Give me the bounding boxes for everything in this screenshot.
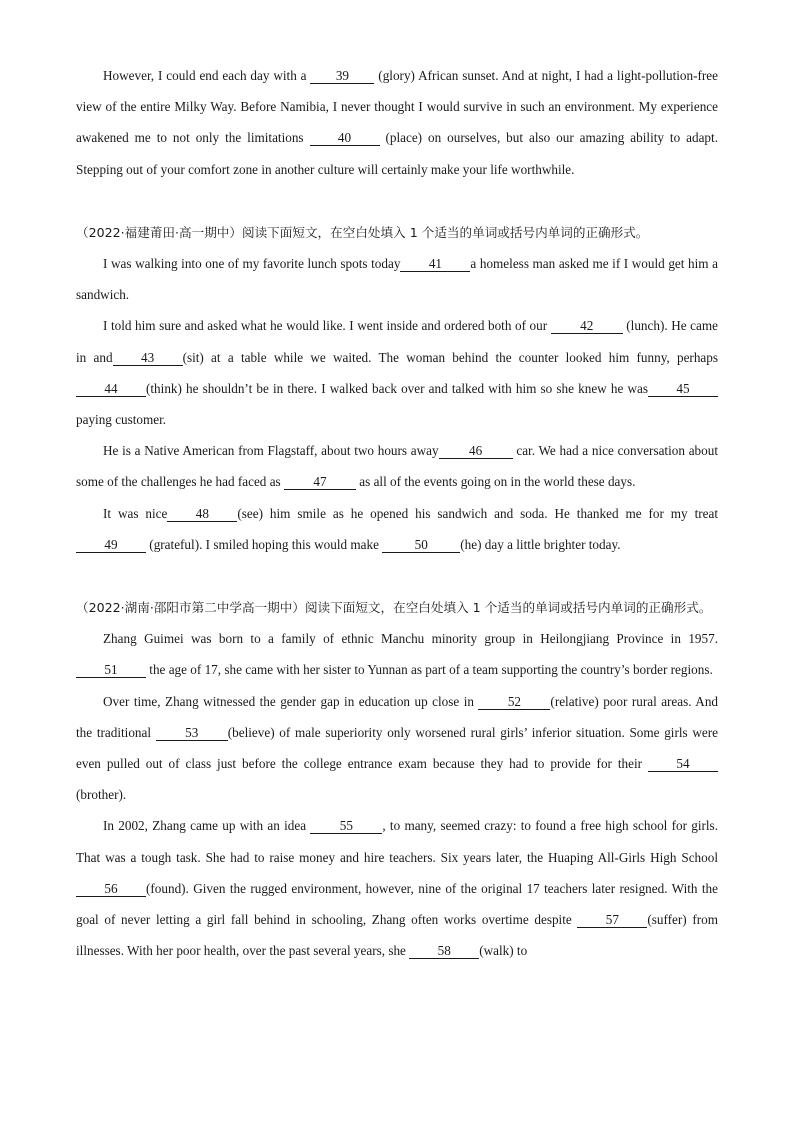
answer-blank[interactable]: 51 — [76, 663, 146, 678]
text-run: In 2002, Zhang came up with an idea — [103, 818, 311, 834]
text-run: , to many, seemed crazy: to found a free high school for girls. That was a tough task. She had to raise money and hire teachers. Six years later, the Huaping All-Girls High School — [76, 818, 718, 865]
paragraph — [76, 623, 718, 685]
answer-blank[interactable]: 41 — [400, 257, 470, 272]
text-run: (he) day a little brighter today. — [460, 536, 621, 552]
paragraph — [76, 60, 718, 185]
text-run: However, I could end each day with a — [103, 68, 311, 83]
section-spacer — [76, 560, 718, 592]
answer-blank[interactable]: 53 — [156, 726, 228, 741]
answer-blank[interactable]: 56 — [76, 882, 146, 897]
text-run: (lunch). He came in and — [76, 318, 718, 365]
answer-blank[interactable]: 49 — [76, 538, 146, 553]
answer-blank[interactable]: 42 — [551, 319, 623, 334]
answer-blank[interactable]: 47 — [284, 475, 356, 490]
text-run: (found). Given the rugged environment, however, nine of the original 17 teachers later resigned. With the goal of never letting a girl fall behind in schooling, Zhang often works overtime despite — [76, 880, 718, 928]
answer-blank[interactable]: 40 — [310, 131, 380, 146]
text-run: I told him sure and asked what he would like. I went inside and ordered both of our — [103, 318, 551, 334]
answer-blank[interactable]: 54 — [648, 757, 718, 772]
paragraph — [76, 686, 718, 811]
answer-blank[interactable]: 55 — [310, 819, 382, 834]
text-run: Over time, Zhang witnessed the gender gap in education up close in — [103, 693, 479, 709]
section-spacer — [76, 185, 718, 217]
text-run: (believe) of male superiority only worsened rural girls’ inferior situation. Some girls were even pulled out of class just before the college entrance exam because they had to provide for their — [76, 724, 718, 772]
text-run: It was nice — [103, 505, 168, 521]
answer-blank[interactable]: 45 — [648, 382, 718, 397]
text-run: (grateful). I smiled hoping this would make — [146, 536, 383, 552]
paragraph — [76, 435, 718, 497]
answer-blank[interactable]: 46 — [439, 444, 513, 459]
text-run: a homeless man asked me if I would get him a sandwich. — [76, 256, 719, 303]
text-run: (sit) at a table while we waited. The woman behind the counter looked him funny, perhaps — [182, 349, 718, 365]
paragraph — [76, 498, 718, 560]
paragraph — [76, 248, 718, 310]
text-run: He is a Native American from Flagstaff, about two hours away — [103, 443, 439, 459]
text-run: (relative) poor rural areas. And the traditional — [76, 693, 719, 740]
answer-blank[interactable]: 58 — [409, 944, 479, 959]
text-run: (think) he shouldn’t be in there. I walked back over and talked with him so she knew he was — [146, 380, 648, 396]
answer-blank[interactable]: 44 — [76, 382, 146, 397]
answer-blank[interactable]: 48 — [167, 507, 237, 522]
section-heading: （2022·湖南·邵阳市第二中学高一期中）阅读下面短文，在空白处填入 1 个适当的单词或括号内单词的正确形式。 — [76, 600, 712, 616]
answer-blank[interactable]: 39 — [310, 69, 374, 84]
text-run: (walk) to — [479, 943, 528, 959]
answer-blank[interactable]: 50 — [382, 538, 460, 553]
text-run: (see) him smile as he opened his sandwich and soda. He thanked me for my treat — [237, 505, 718, 521]
answer-blank[interactable]: 57 — [577, 913, 647, 928]
text-run: Zhang Guimei was born to a family of ethnic Manchu minority group in Heilongjiang Province in 1957. — [103, 631, 718, 647]
document-page — [76, 60, 718, 966]
text-run: paying customer. — [76, 412, 167, 428]
section-heading: （2022·福建莆田·高一期中）阅读下面短文，在空白处填入 1 个适当的单词或括号内单词的正确形式。 — [76, 224, 649, 240]
text-run: the age of 17, she came with her sister to Yunnan as part of a team supporting the country’s border regions. — [146, 662, 713, 678]
passage-2 — [76, 217, 718, 560]
text-run: car. We had a nice conversation about some of the challenges he had faced as — [76, 443, 718, 490]
answer-blank[interactable]: 43 — [113, 351, 183, 366]
text-run: (place) on ourselves, but also our amazing ability to adapt. Stepping out of your comfort zone in another culture will certainly make your life worthwhile. — [76, 130, 718, 177]
text-run: as all of the events going on in the world these days. — [355, 474, 636, 490]
paragraph — [76, 810, 718, 966]
passage-3 — [76, 592, 718, 966]
paragraph — [76, 310, 718, 435]
text-run: I was walking into one of my favorite lunch spots today — [103, 256, 401, 272]
answer-blank[interactable]: 52 — [478, 695, 550, 710]
text-run: (suffer) from illnesses. With her poor health, over the past several years, she — [76, 912, 718, 959]
passage-1 — [76, 60, 718, 185]
text-run: (brother). — [76, 787, 127, 803]
text-run: (glory) African sunset. And at night, I had a light-pollution-free view of the entire Milky Way. Before Namibia, I never thought I would survive in such an environment. My experience awakened me to not only the limitations — [76, 68, 718, 146]
